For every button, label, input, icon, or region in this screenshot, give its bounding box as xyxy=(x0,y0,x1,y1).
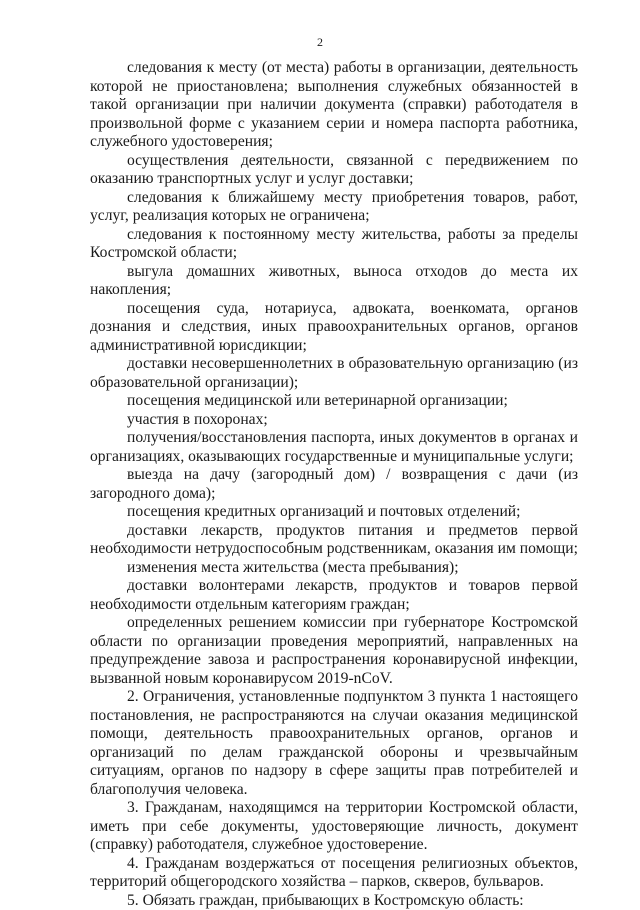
paragraph-transport-services: осуществления деятельности, связанной с передвижением по оказанию транспортных услуг и услуг доставки; xyxy=(90,152,578,189)
paragraph-relatives-help: доставки лекарств, продуктов питания и предметов первой необходимости нетрудоспособным родственникам, оказания им помощи; xyxy=(90,522,578,559)
paragraph-funerals: участия в похоронах; xyxy=(90,411,578,430)
paragraph-passport: получения/восстановления паспорта, иных документов в органах и организациях, оказывающих государственные и муниципальные услуги; xyxy=(90,429,578,466)
paragraph-item-3-documents: 3. Гражданам, находящимся на территории Костромской области, иметь при себе документы, удостоверяющие личность, документ (справку) работодателя, служебное удостоверение. xyxy=(90,799,578,855)
paragraph-item-5-arrivals: 5. Обязать граждан, прибывающих в Костромскую область: xyxy=(90,892,578,910)
paragraph-court-visits: посещения суда, нотариуса, адвоката, военкомата, органов дознания и следствия, иных правоохранительных органов, органов административной юрисдикции; xyxy=(90,300,578,356)
paragraph-dacha: выезда на дачу (загородный дом) / возвращения с дачи (из загородного дома); xyxy=(90,466,578,503)
paragraph-school-delivery: доставки несовершеннолетних в образовательную организацию (из образовательной организации); xyxy=(90,355,578,392)
paragraph-nearest-shop: следования к ближайшему месту приобретения товаров, работ, услуг, реализация которых не ограничена; xyxy=(90,189,578,226)
paragraph-pets-waste: выгула домашних животных, выноса отходов до места их накопления; xyxy=(90,263,578,300)
paragraph-commission-decision: определенных решением комиссии при губернаторе Костромской области по организации проведения мероприятий, направленных на предупреждение завоза и распространения коронавирусной инфекции, вызванной новым коронавирусом 2019-nCoV. xyxy=(90,614,578,688)
paragraph-volunteers: доставки волонтерами лекарств, продуктов и товаров первой необходимости отдельным категориям граждан; xyxy=(90,577,578,614)
paragraph-medical-visit: посещения медицинской или ветеринарной организации; xyxy=(90,392,578,411)
paragraph-commute-to-work: следования к месту (от места) работы в организации, деятельность которой не приостановлена; выполнения служебных обязанностей в такой организации при наличии документа (справки) работодателя в произвольной форме с указанием серии и номера паспорта работника, служебного удостоверения; xyxy=(90,59,578,152)
document-body xyxy=(90,59,578,910)
paragraph-item-2-restrictions: 2. Ограничения, установленные подпунктом 3 пункта 1 настоящего постановления, не распространяются на случаи оказания медицинской помощи, деятельность правоохранительных органов, органов и организаций по делам гражданской обороны и чрезвычайным ситуациям, органов по надзору в сфере защиты прав потребителей и благополучия человека. xyxy=(90,688,578,799)
paragraph-permanent-residence: следования к постоянному месту жительства, работы за пределы Костромской области; xyxy=(90,226,578,263)
page-number: 2 xyxy=(0,35,640,49)
paragraph-banks-post: посещения кредитных организаций и почтовых отделений; xyxy=(90,503,578,522)
paragraph-change-residence: изменения места жительства (места пребывания); xyxy=(90,559,578,578)
paragraph-item-4-religious: 4. Гражданам воздержаться от посещения религиозных объектов, территорий общегородского хозяйства – парков, скверов, бульваров. xyxy=(90,855,578,892)
